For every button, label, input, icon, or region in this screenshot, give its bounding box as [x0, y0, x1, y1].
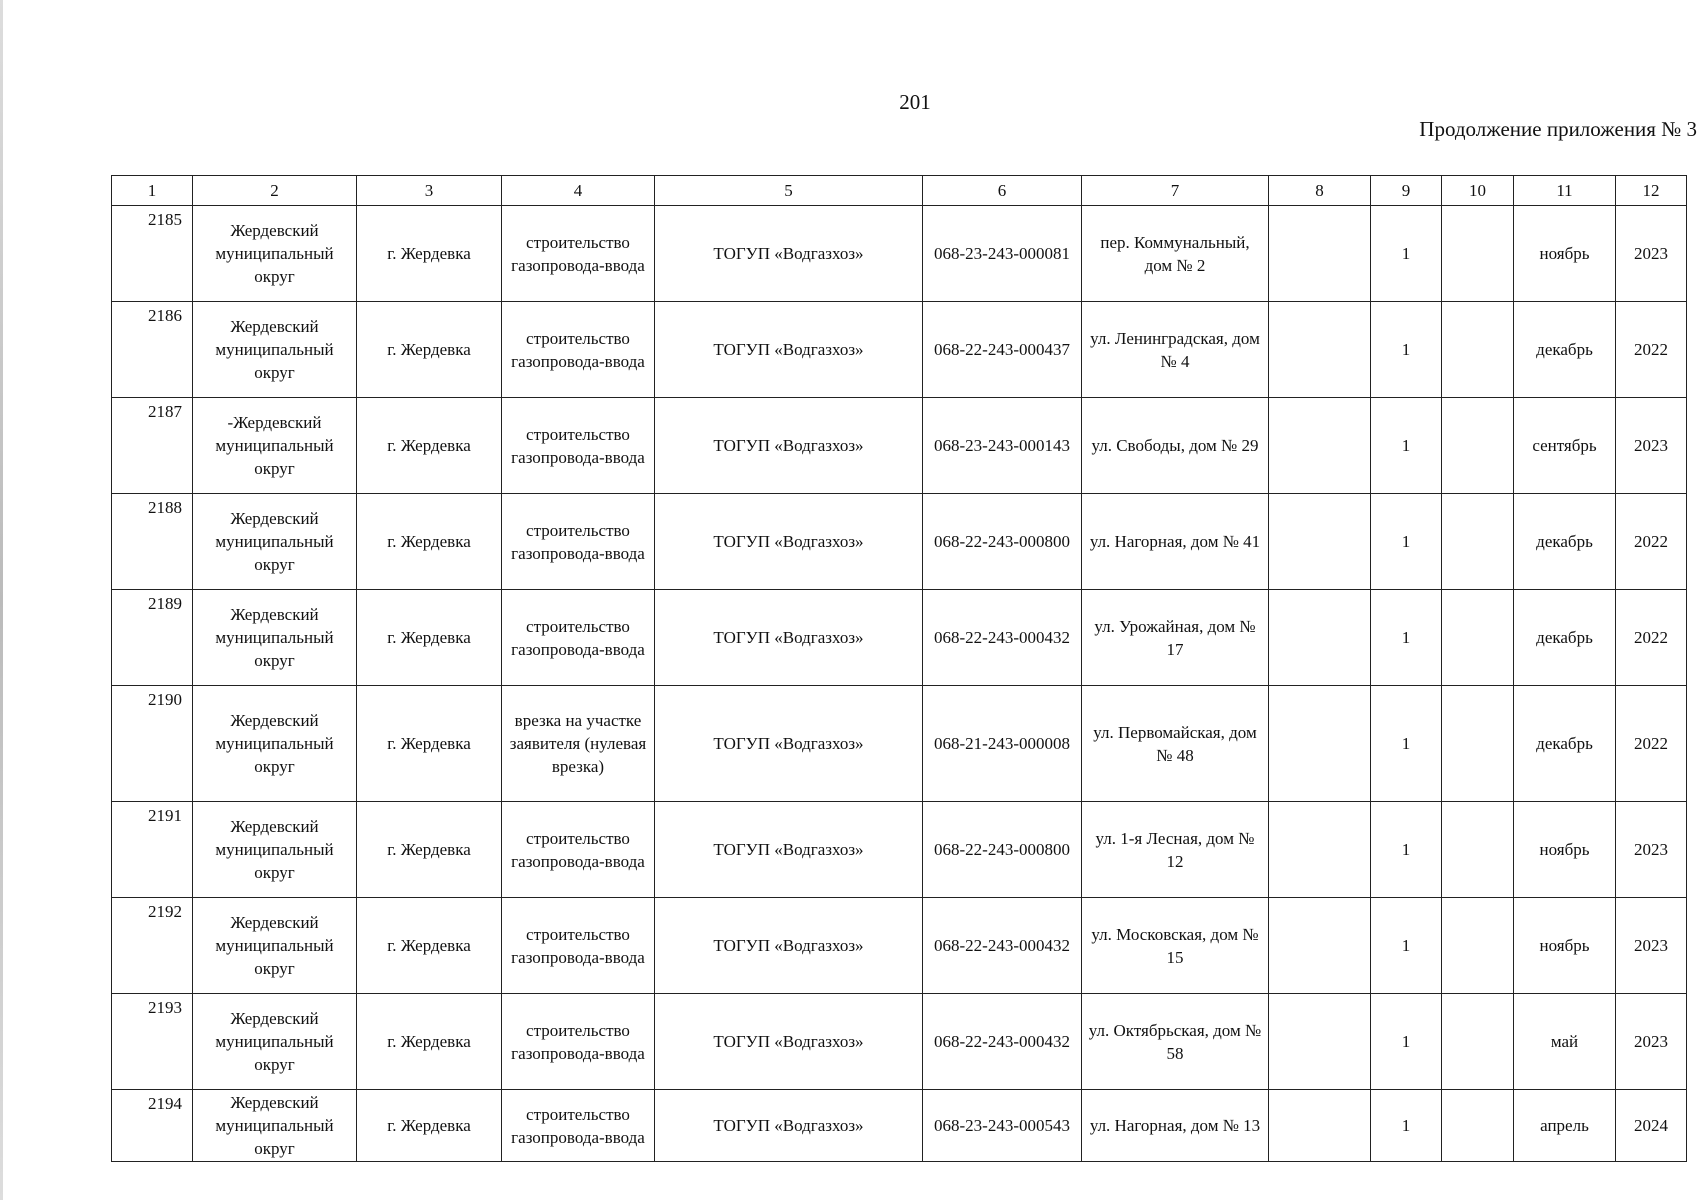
col10-cell	[1442, 494, 1514, 590]
page-number: 201	[899, 90, 931, 114]
col-header-4: 4	[502, 176, 655, 206]
work-type-cell: строительство газопровода-ввода	[502, 994, 655, 1090]
header-row	[112, 176, 1687, 206]
col-header-1: 1	[112, 176, 193, 206]
code-cell: 068-22-243-000432	[923, 994, 1082, 1090]
code-cell: 068-23-243-000543	[923, 1090, 1082, 1162]
district-cell: Жердевский муниципальный округ	[193, 302, 357, 398]
month-cell: ноябрь	[1514, 802, 1616, 898]
locality-cell: г. Жердевка	[357, 994, 502, 1090]
code-cell: 068-22-243-000800	[923, 802, 1082, 898]
code-cell: 068-22-243-000432	[923, 898, 1082, 994]
address-cell: ул. Ленинградская, дом № 4	[1082, 302, 1269, 398]
col-header-11: 11	[1514, 176, 1616, 206]
row-number: 2188	[112, 494, 193, 590]
organization-cell: ТОГУП «Водгазхоз»	[655, 494, 923, 590]
organization-cell: ТОГУП «Водгазхоз»	[655, 686, 923, 802]
code-cell: 068-23-243-000143	[923, 398, 1082, 494]
row-number: 2192	[112, 898, 193, 994]
locality-cell: г. Жердевка	[357, 494, 502, 590]
district-cell: Жердевский муниципальный округ	[193, 494, 357, 590]
address-cell: ул. Нагорная, дом № 41	[1082, 494, 1269, 590]
table-row	[112, 802, 1687, 898]
table-row	[112, 686, 1687, 802]
table-row	[112, 302, 1687, 398]
col10-cell	[1442, 802, 1514, 898]
locality-cell: г. Жердевка	[357, 686, 502, 802]
organization-cell: ТОГУП «Водгазхоз»	[655, 398, 923, 494]
year-cell: 2022	[1616, 494, 1687, 590]
work-type-cell: строительство газопровода-ввода	[502, 494, 655, 590]
quantity-cell: 1	[1371, 898, 1442, 994]
organization-cell: ТОГУП «Водгазхоз»	[655, 206, 923, 302]
locality-cell: г. Жердевка	[357, 302, 502, 398]
address-cell: ул. Московская, дом № 15	[1082, 898, 1269, 994]
quantity-cell: 1	[1371, 494, 1442, 590]
district-cell: Жердевский муниципальный округ	[193, 686, 357, 802]
col10-cell	[1442, 994, 1514, 1090]
col10-cell	[1442, 686, 1514, 802]
month-cell: декабрь	[1514, 302, 1616, 398]
appendix-continuation-title: Продолжение приложения № 3	[1419, 117, 1697, 141]
col8-cell	[1269, 898, 1371, 994]
address-cell: ул. 1-я Лесная, дом № 12	[1082, 802, 1269, 898]
district-cell: Жердевский муниципальный округ	[193, 802, 357, 898]
year-cell: 2024	[1616, 1090, 1687, 1162]
row-number: 2191	[112, 802, 193, 898]
col10-cell	[1442, 302, 1514, 398]
col8-cell	[1269, 994, 1371, 1090]
col-header-12: 12	[1616, 176, 1687, 206]
month-cell: апрель	[1514, 1090, 1616, 1162]
quantity-cell: 1	[1371, 802, 1442, 898]
work-type-cell: строительство газопровода-ввода	[502, 802, 655, 898]
month-cell: декабрь	[1514, 494, 1616, 590]
row-number: 2189	[112, 590, 193, 686]
col-header-3: 3	[357, 176, 502, 206]
district-cell: Жердевский муниципальный округ	[193, 1090, 357, 1162]
month-cell: май	[1514, 994, 1616, 1090]
address-cell: пер. Коммунальный, дом № 2	[1082, 206, 1269, 302]
scan-edge	[0, 0, 3, 1200]
col10-cell	[1442, 898, 1514, 994]
month-cell: ноябрь	[1514, 898, 1616, 994]
col8-cell	[1269, 206, 1371, 302]
organization-cell: ТОГУП «Водгазхоз»	[655, 898, 923, 994]
col8-cell	[1269, 1090, 1371, 1162]
year-cell: 2023	[1616, 206, 1687, 302]
col-header-8: 8	[1269, 176, 1371, 206]
col-header-7: 7	[1082, 176, 1269, 206]
col10-cell	[1442, 1090, 1514, 1162]
col-header-9: 9	[1371, 176, 1442, 206]
locality-cell: г. Жердевка	[357, 590, 502, 686]
col8-cell	[1269, 802, 1371, 898]
address-cell: ул. Урожайная, дом № 17	[1082, 590, 1269, 686]
col10-cell	[1442, 398, 1514, 494]
year-cell: 2023	[1616, 898, 1687, 994]
organization-cell: ТОГУП «Водгазхоз»	[655, 1090, 923, 1162]
quantity-cell: 1	[1371, 206, 1442, 302]
work-type-cell: строительство газопровода-ввода	[502, 898, 655, 994]
organization-cell: ТОГУП «Водгазхоз»	[655, 590, 923, 686]
year-cell: 2023	[1616, 802, 1687, 898]
organization-cell: ТОГУП «Водгазхоз»	[655, 802, 923, 898]
col-header-2: 2	[193, 176, 357, 206]
row-number: 2194	[112, 1090, 193, 1162]
registry-table	[111, 175, 1687, 1162]
table-row	[112, 398, 1687, 494]
quantity-cell: 1	[1371, 686, 1442, 802]
work-type-cell: строительство газопровода-ввода	[502, 398, 655, 494]
row-number: 2186	[112, 302, 193, 398]
quantity-cell: 1	[1371, 994, 1442, 1090]
quantity-cell: 1	[1371, 398, 1442, 494]
table-row	[112, 994, 1687, 1090]
work-type-cell: строительство газопровода-ввода	[502, 206, 655, 302]
locality-cell: г. Жердевка	[357, 1090, 502, 1162]
district-cell: Жердевский муниципальный округ	[193, 994, 357, 1090]
code-cell: 068-21-243-000008	[923, 686, 1082, 802]
code-cell: 068-22-243-000437	[923, 302, 1082, 398]
address-cell: ул. Первомайская, дом № 48	[1082, 686, 1269, 802]
district-cell: Жердевский муниципальный округ	[193, 590, 357, 686]
table-row	[112, 494, 1687, 590]
district-cell: -Жердевский муниципальный округ	[193, 398, 357, 494]
district-cell: Жердевский муниципальный округ	[193, 206, 357, 302]
address-cell: ул. Свободы, дом № 29	[1082, 398, 1269, 494]
year-cell: 2022	[1616, 590, 1687, 686]
organization-cell: ТОГУП «Водгазхоз»	[655, 302, 923, 398]
code-cell: 068-23-243-000081	[923, 206, 1082, 302]
row-number: 2193	[112, 994, 193, 1090]
table-row	[112, 898, 1687, 994]
district-cell: Жердевский муниципальный округ	[193, 898, 357, 994]
locality-cell: г. Жердевка	[357, 206, 502, 302]
row-number: 2187	[112, 398, 193, 494]
locality-cell: г. Жердевка	[357, 398, 502, 494]
col10-cell	[1442, 590, 1514, 686]
year-cell: 2023	[1616, 398, 1687, 494]
col8-cell	[1269, 398, 1371, 494]
year-cell: 2022	[1616, 686, 1687, 802]
quantity-cell: 1	[1371, 590, 1442, 686]
address-cell: ул. Октябрьская, дом № 58	[1082, 994, 1269, 1090]
code-cell: 068-22-243-000432	[923, 590, 1082, 686]
quantity-cell: 1	[1371, 302, 1442, 398]
work-type-cell: строительство газопровода-ввода	[502, 590, 655, 686]
col8-cell	[1269, 494, 1371, 590]
month-cell: ноябрь	[1514, 206, 1616, 302]
organization-cell: ТОГУП «Водгазхоз»	[655, 994, 923, 1090]
work-type-cell: строительство газопровода-ввода	[502, 1090, 655, 1162]
month-cell: декабрь	[1514, 686, 1616, 802]
locality-cell: г. Жердевка	[357, 898, 502, 994]
col8-cell	[1269, 590, 1371, 686]
quantity-cell: 1	[1371, 1090, 1442, 1162]
col8-cell	[1269, 686, 1371, 802]
row-number: 2190	[112, 686, 193, 802]
table-row	[112, 206, 1687, 302]
month-cell: сентябрь	[1514, 398, 1616, 494]
table-row	[112, 1090, 1687, 1162]
address-cell: ул. Нагорная, дом № 13	[1082, 1090, 1269, 1162]
month-cell: декабрь	[1514, 590, 1616, 686]
col-header-5: 5	[655, 176, 923, 206]
col-header-6: 6	[923, 176, 1082, 206]
work-type-cell: врезка на участке заявителя (нулевая врезка)	[502, 686, 655, 802]
year-cell: 2023	[1616, 994, 1687, 1090]
col10-cell	[1442, 206, 1514, 302]
col8-cell	[1269, 302, 1371, 398]
locality-cell: г. Жердевка	[357, 802, 502, 898]
year-cell: 2022	[1616, 302, 1687, 398]
col-header-10: 10	[1442, 176, 1514, 206]
row-number: 2185	[112, 206, 193, 302]
table-row	[112, 590, 1687, 686]
code-cell: 068-22-243-000800	[923, 494, 1082, 590]
work-type-cell: строительство газопровода-ввода	[502, 302, 655, 398]
